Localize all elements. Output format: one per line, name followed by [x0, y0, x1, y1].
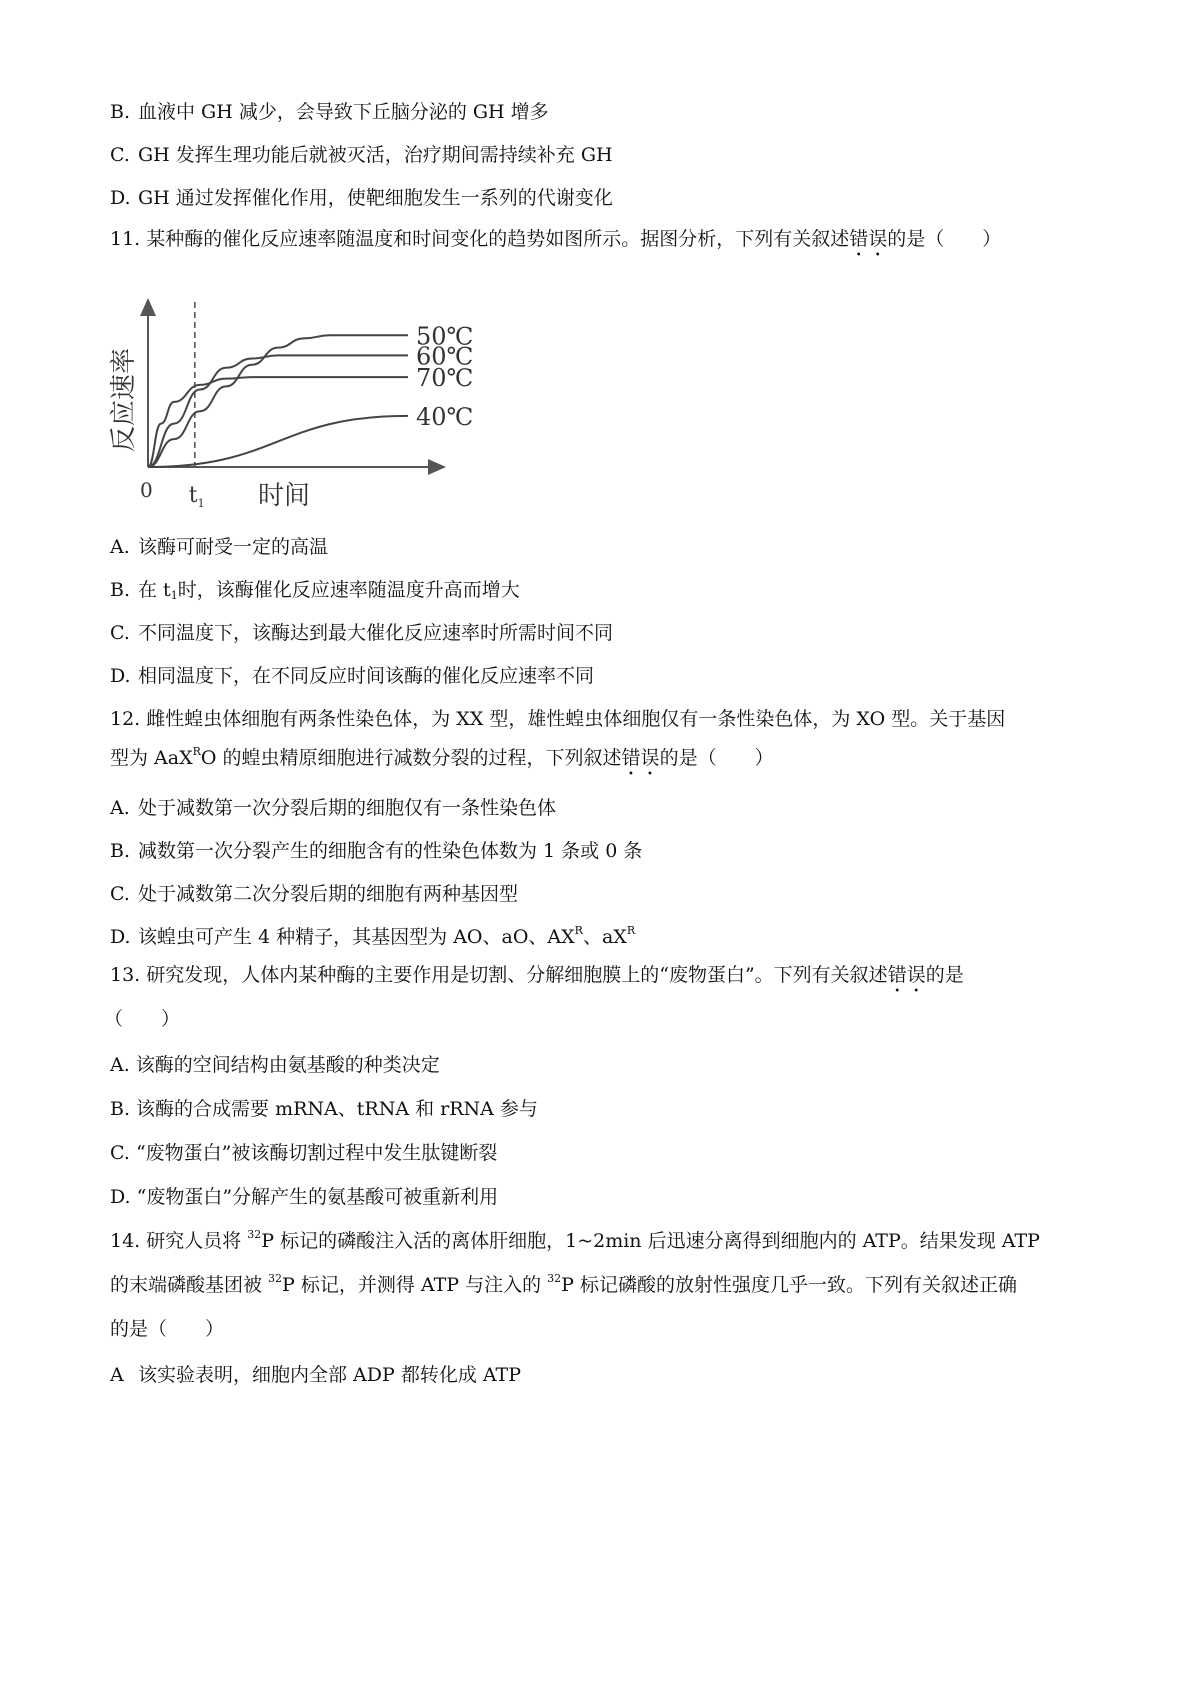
- q13-option-d: [110, 1185, 498, 1209]
- q11-option-c: [110, 621, 613, 645]
- option-text: 处于减数第二次分裂后期的细胞有两种基因型: [138, 883, 519, 905]
- option-label: D.: [110, 187, 131, 209]
- stem-text: 12. 雌性蝗虫体细胞有两条性染色体，为 XX 型，雄性蝗虫体细胞仅有一条性染色体，为 XO 型。关于基因: [110, 708, 1006, 730]
- series-label-1: 60℃: [416, 342, 474, 371]
- superscript: 32: [547, 1272, 562, 1285]
- q12-option-b: [110, 839, 642, 863]
- emphasis-text: 错误: [621, 747, 660, 769]
- option-label: B.: [110, 579, 131, 601]
- q13-option-a: [110, 1053, 440, 1077]
- option-text: 该蝗虫可产生 4 种精子，其基因型为 AO、aO、AX: [138, 926, 575, 948]
- q12-option-d: [110, 925, 635, 949]
- stem-text: 11. 某种酶的催化反应速率随温度和时间变化的趋势如图所示。据图分析，下列有关叙述: [110, 228, 850, 250]
- superscript: 32: [247, 1228, 262, 1241]
- x-axis-label: 时间: [258, 481, 311, 511]
- stem-text: 的是（ ）: [110, 1318, 225, 1340]
- option-label: C.: [110, 622, 130, 644]
- q13-option-b: [110, 1097, 538, 1121]
- stem-text: P 标记磷酸的放射性强度几乎一致。下列有关叙述正确: [561, 1274, 1017, 1296]
- option-text: 不同温度下，该酶达到最大催化反应速率时所需时间不同: [138, 622, 614, 644]
- series-group: [148, 322, 473, 467]
- option-text: 该实验表明，细胞内全部 ADP 都转化成 ATP: [138, 1364, 521, 1386]
- option-label: C.: [110, 883, 130, 905]
- q12-stem-line-2: [110, 746, 774, 780]
- series-label-3: 40℃: [416, 402, 474, 431]
- stem-text: 14. 研究人员将: [110, 1230, 248, 1252]
- series-line-1: [148, 355, 408, 467]
- option-text: A. 该酶的空间结构由氨基酸的种类决定: [110, 1054, 440, 1076]
- stem-text: P 标记的磷酸注入活的离体肝细胞，1~2min 后迅速分离得到细胞内的 ATP。结果发现 ATP: [261, 1230, 1040, 1252]
- option-text: 在 t: [138, 579, 171, 601]
- option-label: A.: [110, 536, 130, 558]
- superscript: R: [574, 924, 583, 937]
- option-text: 减数第一次分裂产生的细胞含有的性染色体数为 1 条或 0 条: [138, 840, 643, 862]
- option-label: D.: [110, 665, 131, 687]
- superscript: R: [192, 745, 201, 758]
- q13-stem: [110, 963, 964, 997]
- q12-option-c: [110, 882, 518, 906]
- q12-stem-line-1: [110, 707, 1005, 731]
- q11-option-d: [110, 664, 594, 688]
- stem-text: 的是（ ）: [887, 228, 1002, 250]
- stem-text: 型为 AaX: [110, 747, 193, 769]
- stem-text: 的是（ ）: [659, 747, 774, 769]
- q10-option-d: [110, 186, 613, 210]
- option-text: GH 通过发挥催化作用，使靶细胞发生一系列的代谢变化: [138, 187, 613, 209]
- option-text: B. 该酶的合成需要 mRNA、tRNA 和 rRNA 参与: [110, 1098, 538, 1120]
- option-label: C.: [110, 144, 130, 166]
- option-label: B.: [110, 101, 131, 123]
- origin-label: 0: [140, 478, 153, 502]
- answer-paren: （ ）: [104, 1008, 181, 1030]
- option-label: A: [110, 1364, 124, 1386]
- subscript: 1: [170, 589, 178, 602]
- option-label: D.: [110, 926, 131, 948]
- option-text: 处于减数第一次分裂后期的细胞仅有一条性染色体: [138, 797, 557, 819]
- superscript: R: [626, 924, 636, 937]
- emphasis-text: 错误: [887, 964, 926, 986]
- stem-text: 的是: [925, 964, 964, 986]
- y-axis-label: 反应速率: [109, 347, 139, 452]
- series-line-2: [148, 377, 408, 467]
- q13-option-c: [110, 1141, 497, 1165]
- option-text: D. “废物蛋白”分解产生的氨基酸可被重新利用: [110, 1186, 499, 1208]
- series-label-0: 50℃: [416, 322, 474, 351]
- q10-option-b: [110, 100, 549, 124]
- q11-option-a: [110, 535, 328, 559]
- q12-option-a: [110, 796, 556, 820]
- option-text: 该酶可耐受一定的高温: [138, 536, 329, 558]
- option-text: 时，该酶催化反应速率随温度升高而增大: [177, 579, 520, 601]
- emphasis-text: 错误: [849, 228, 888, 250]
- option-label: A.: [110, 797, 130, 819]
- stem-text: O 的蝗虫精原细胞进行减数分裂的过程，下列叙述: [200, 747, 622, 769]
- stem-text: P 标记，并测得 ATP 与注入的: [282, 1274, 548, 1296]
- q11-option-b: [110, 578, 520, 602]
- q11-stem: [110, 227, 1001, 261]
- q10-option-c: [110, 143, 613, 167]
- chart-canvas: [108, 292, 538, 562]
- q13-answer-paren: [104, 1007, 180, 1031]
- q14-option-a: [110, 1363, 521, 1387]
- q14-stem-line-3: [110, 1317, 224, 1341]
- t1-label: $t_1$: [188, 483, 205, 510]
- option-label: B.: [110, 840, 131, 862]
- option-text: GH 发挥生理功能后就被灭活，治疗期间需持续补充 GH: [138, 144, 613, 166]
- q14-stem-line-2: [110, 1273, 1017, 1297]
- superscript: 32: [268, 1272, 283, 1285]
- reaction-rate-chart: [108, 292, 538, 562]
- option-text: 相同温度下，在不同反应时间该酶的催化反应速率不同: [138, 665, 595, 687]
- series-label-2: 70℃: [416, 364, 474, 393]
- option-text: 、aX: [582, 926, 627, 948]
- q14-stem-line-1: [110, 1229, 1040, 1253]
- stem-text: 13. 研究发现，人体内某种酶的主要作用是切割、分解细胞膜上的“废物蛋白”。下列有关叙述: [110, 964, 888, 986]
- option-text: C. “废物蛋白”被该酶切割过程中发生肽键断裂: [110, 1142, 498, 1164]
- stem-text: 的末端磷酸基团被: [110, 1274, 269, 1296]
- option-text: 血液中 GH 减少，会导致下丘脑分泌的 GH 增多: [138, 101, 549, 123]
